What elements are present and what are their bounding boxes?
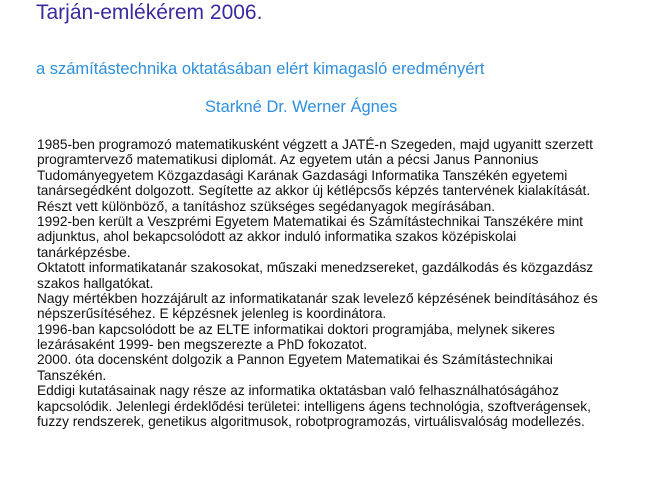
document-subtitle: a számítástechnika oktatásában elért kimagasló eredményért xyxy=(36,60,485,78)
text-line: programtervező matematikusi diplomát. Az egyetem után a pécsi Janus Pannonius xyxy=(37,152,539,168)
document-title: Tarján-emlékérem 2006. xyxy=(36,1,263,24)
text-line: Oktatott informatikatanár szakosokat, műszaki menedzsereket, gazdálkodás és közgazdász xyxy=(37,260,594,276)
text-line: tanárképzésbe. xyxy=(37,244,131,260)
text-line: kapcsolódik. Jelenlegi érdeklődési területei: intelligens ágens technológia, szoftverágensek, xyxy=(37,398,591,414)
text-line: 1996-ban kapcsolódott be az ELTE informatikai doktori programjába, melynek sikeres xyxy=(37,321,555,337)
text-line: Eddigi kutatásainak nagy része az informatika oktatásban való felhasználhatóságához xyxy=(37,383,559,399)
text-line: Tanszékén. xyxy=(37,367,107,383)
text-line: Részt vett különböző, a tanításhoz szükséges segédanyagok megírásában. xyxy=(37,198,496,214)
text-line: fuzzy rendszerek, genetikus algoritmusok, robotprogramozás, virtuálisvalóság modellezés. xyxy=(37,414,585,430)
biography-text xyxy=(37,137,652,429)
text-line: lezárásaként 1999- ben megszerezte a PhD fokozatot. xyxy=(37,337,368,353)
text-line: tanársegédként dolgozott. Segítette az akkor új kétlépcsős képzés tantervének kialakítását. xyxy=(37,183,591,199)
text-line: adjunktus, ahol bekapcsolódott az akkor induló informatika szakos középiskolai xyxy=(37,229,517,245)
text-line: Tudományegyetem Közgazdasági Karának Gazdasági Informatika Tanszékén egyetemi xyxy=(37,167,568,183)
text-line: népszerűsítéséhez. E képzésnek jelenleg is koordinátora. xyxy=(37,306,387,322)
author-name: Starkné Dr. Werner Ágnes xyxy=(205,98,398,116)
text-line: Nagy mértékben hozzájárult az informatikatanár szak levelező képzésének beindításához és xyxy=(37,290,598,306)
text-line: szakos hallgatókat. xyxy=(37,275,154,291)
text-line: 1992-ben került a Veszprémi Egyetem Matematikai és Számítástechnikai Tanszékére mint xyxy=(37,213,583,229)
text-line: 2000. óta docensként dolgozik a Pannon Egyetem Matematikai és Számítástechnikai xyxy=(37,352,553,368)
text-line: 1985-ben programozó matematikusként végzett a JATÉ-n Szegeden, majd ugyanitt szerzett xyxy=(37,137,593,152)
